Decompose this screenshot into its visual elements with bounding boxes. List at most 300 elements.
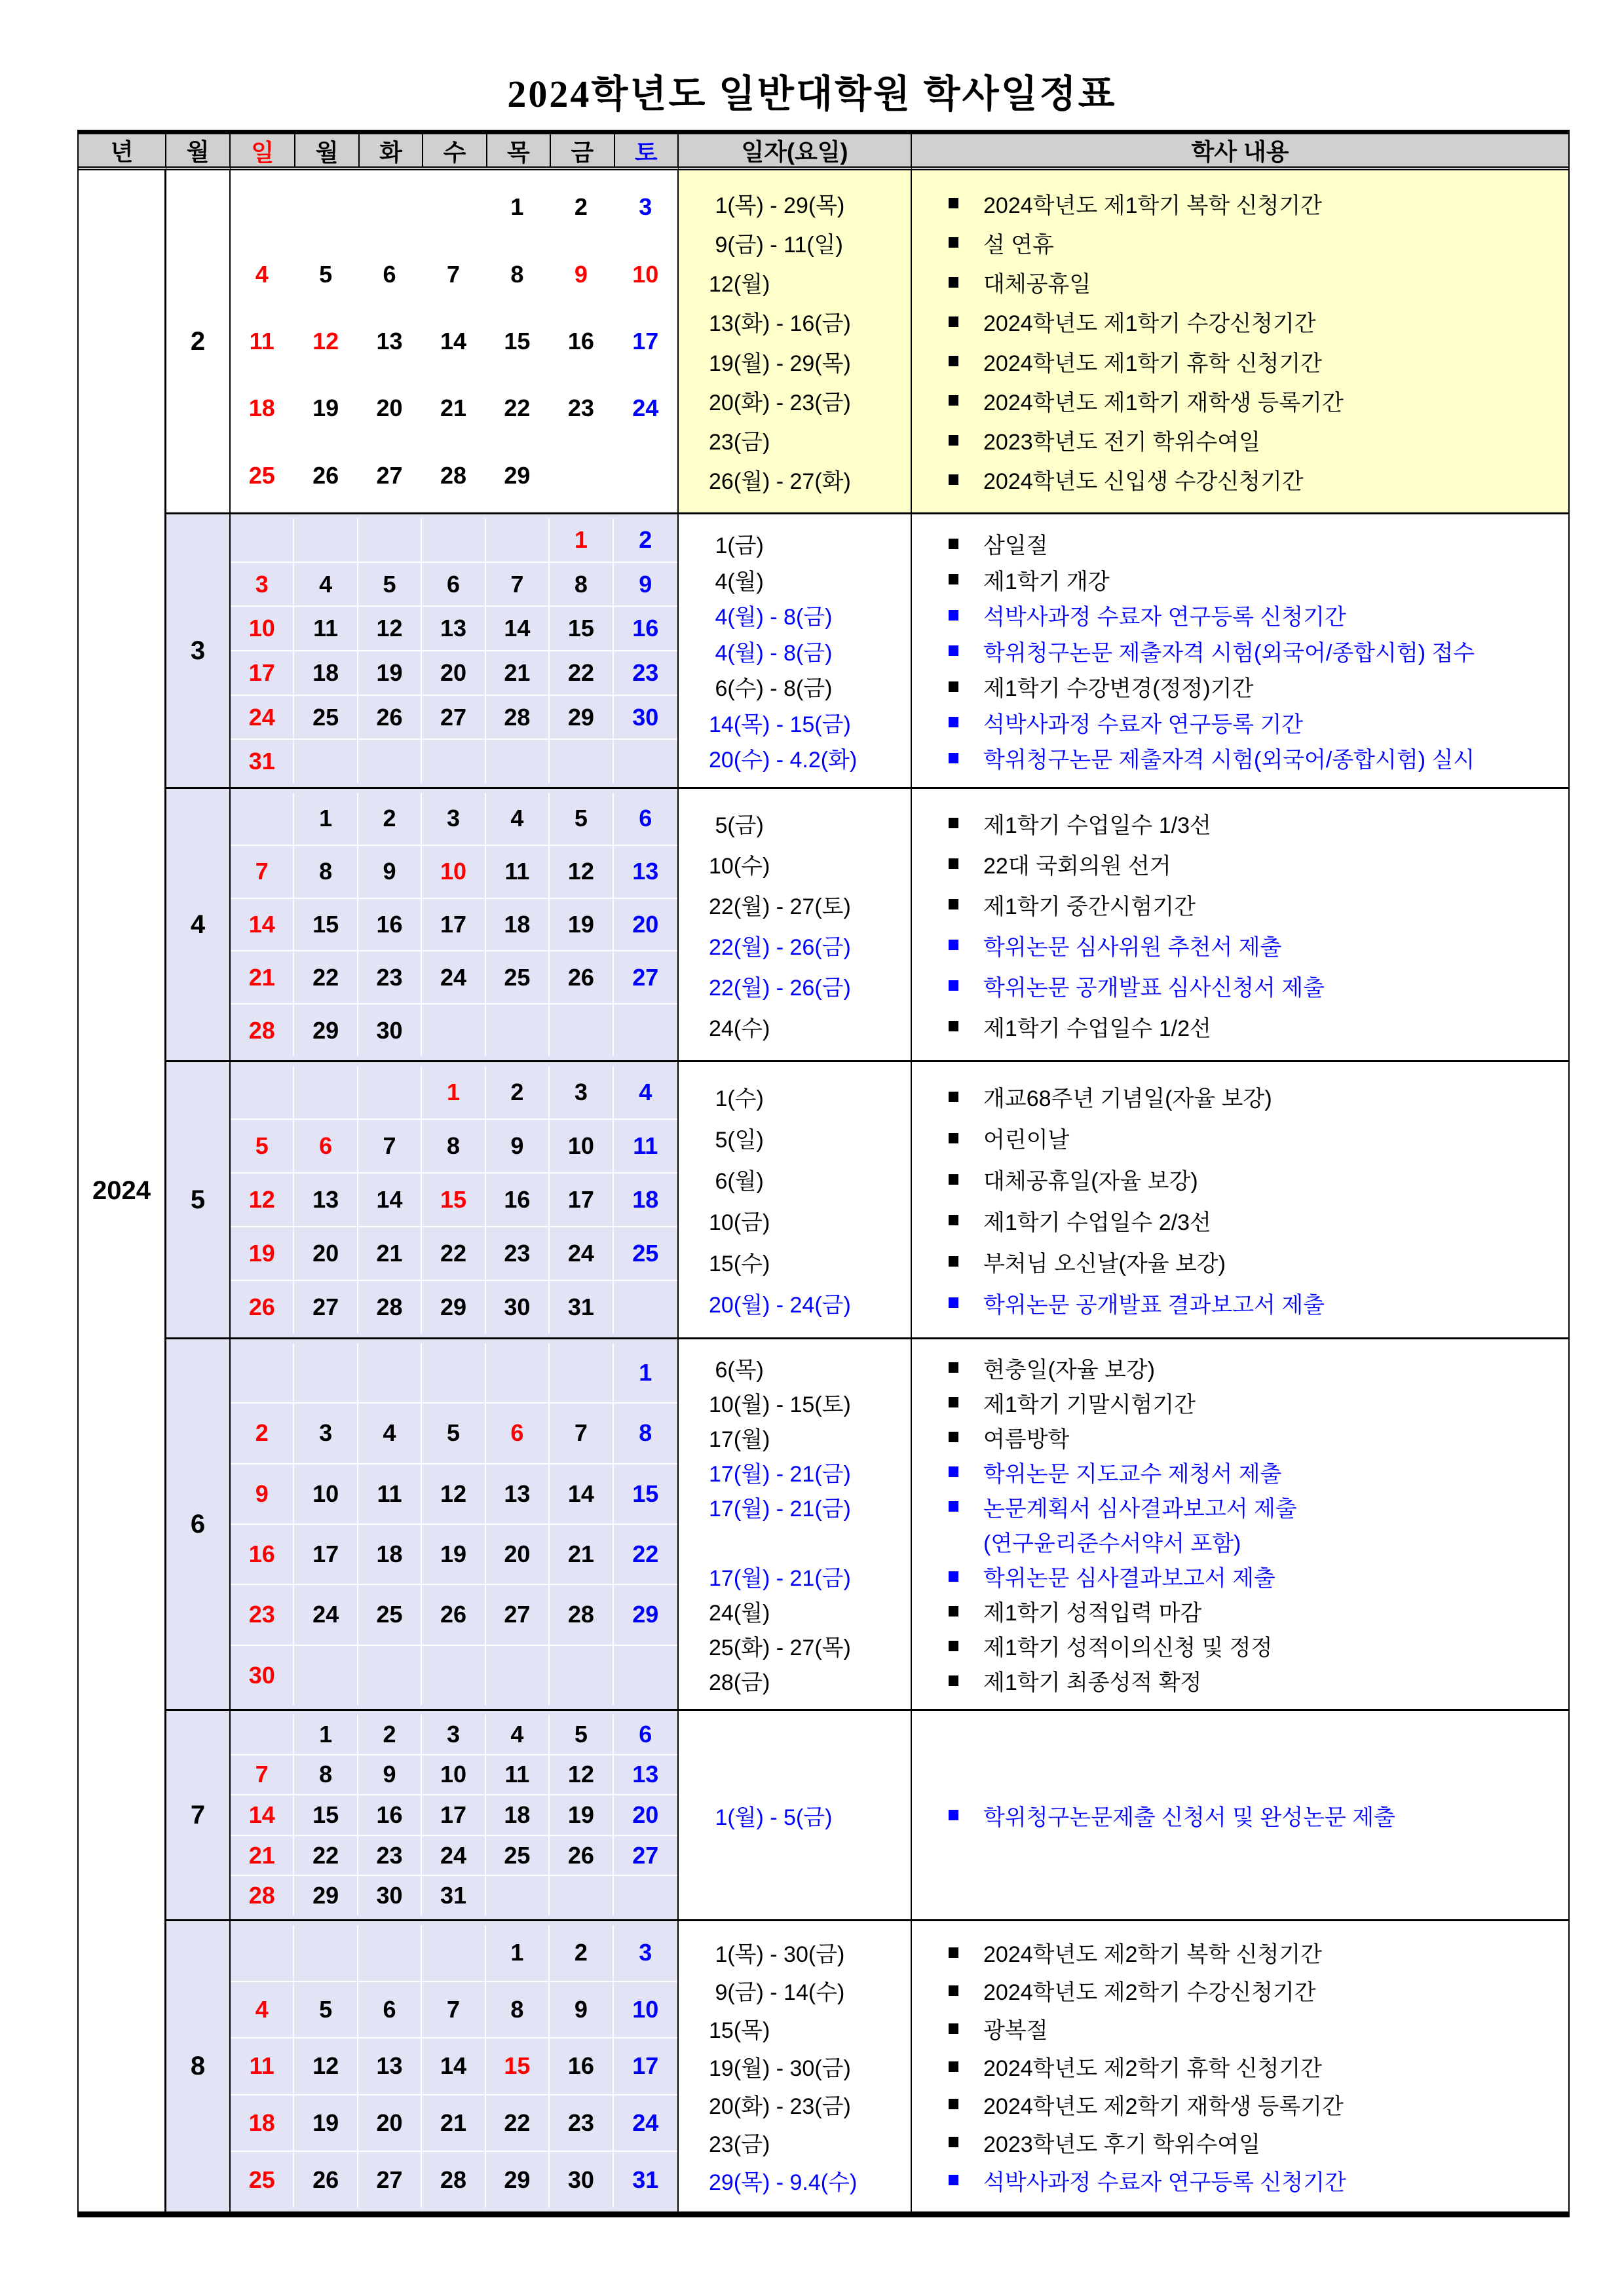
- calendar-day: 4: [231, 1982, 294, 2038]
- calendar-day: 18: [231, 375, 294, 441]
- calendar-day: 28: [231, 1004, 294, 1056]
- calendar-day: 6: [422, 563, 485, 606]
- event-date: 23(금): [709, 430, 770, 455]
- calendar-day: 1: [486, 174, 550, 240]
- calendar-day: 9: [358, 846, 422, 898]
- header-year: 년: [79, 134, 166, 170]
- event-date: 24(월): [709, 1601, 770, 1626]
- event-item: [949, 601, 1555, 630]
- calendar-day: 5: [422, 1404, 485, 1463]
- event-text: 2024학년도 제2학기 복학 신청기간: [983, 1942, 1323, 1968]
- event-item: [949, 228, 1555, 257]
- bullet-square-icon: [949, 474, 958, 485]
- month-cell: 2: [166, 170, 231, 512]
- calendar-day: 3: [294, 1404, 358, 1463]
- year-cell: [79, 170, 166, 2211]
- event-text: 2023학년도 후기 학위수여일: [983, 2132, 1260, 2157]
- event-date: 10(월) - 15(토): [709, 1392, 851, 1417]
- event-item: [949, 268, 1555, 297]
- calendar-day: 21: [358, 1227, 422, 1280]
- calendar-day: 5: [550, 793, 613, 845]
- month-dates: [679, 1337, 912, 1709]
- event-text: 학위논문 심사위원 추천서 제출: [983, 934, 1282, 960]
- calendar-empty: [358, 518, 422, 562]
- weekday-fri: 금: [550, 134, 613, 168]
- calendar-day: 3: [231, 563, 294, 606]
- calendar-day: 24: [632, 2109, 659, 2137]
- calendar-day: 15: [422, 1174, 485, 1226]
- calendar-empty: [550, 443, 613, 508]
- calendar-day: 14: [231, 899, 294, 951]
- bullet-square-icon: [949, 940, 958, 950]
- header-weekdays: [231, 134, 679, 170]
- calendar-day: 16: [231, 1525, 294, 1584]
- calendar-day: 25: [632, 1240, 659, 1267]
- event-text: 제1학기 수업일수 1/2선: [983, 1016, 1211, 1041]
- calendar-day: 8: [639, 1419, 652, 1447]
- calendar-empty: [422, 1646, 485, 1705]
- year-label: 2024: [92, 1176, 151, 1205]
- event-text: 제1학기 중간시험기간: [983, 894, 1196, 919]
- event-text: 학위논문 공개발표 심사신청서 제출: [983, 975, 1325, 1001]
- event-date: 1(월) - 5(금): [709, 1805, 833, 1830]
- calendar-empty: [231, 1066, 294, 1119]
- event-item: [949, 890, 1555, 919]
- event-date: 5(일): [709, 1128, 764, 1153]
- calendar-day: 15: [632, 1480, 659, 1507]
- calendar-week: [231, 309, 677, 375]
- event-item: [949, 1012, 1555, 1041]
- calendar-day: 16: [358, 1795, 422, 1835]
- calendar-week: [231, 1836, 677, 1877]
- calendar-day: 16: [550, 2038, 613, 2094]
- calendar-day: 14: [550, 1464, 613, 1523]
- calendar-day: 31: [550, 1281, 613, 1333]
- event-text: 논문계획서 심사결과보고서 제출: [983, 1496, 1297, 1521]
- calendar-day: 27: [358, 443, 422, 508]
- event-item: [949, 2052, 1555, 2081]
- calendar-day: 17: [294, 1525, 358, 1584]
- calendar-day: 10: [294, 1464, 358, 1523]
- event-item: [949, 189, 1555, 218]
- calendar-day: 16: [550, 309, 613, 374]
- calendar-day: 11: [358, 1464, 422, 1523]
- event-item: [949, 672, 1555, 701]
- calendar-empty: [550, 740, 613, 783]
- calendar-day: 23: [550, 375, 613, 441]
- calendar-day: 25: [294, 696, 358, 739]
- calendar-day: 4: [639, 1079, 652, 1105]
- event-item: [949, 971, 1555, 1000]
- month-dates: [679, 787, 912, 1060]
- calendar-day: 14: [422, 2038, 485, 2094]
- calendar-day: 17: [632, 328, 659, 355]
- event-date: 22(월) - 26(금): [709, 975, 851, 1001]
- calendar-day: 17: [231, 651, 294, 695]
- event-date: 22(월) - 26(금): [709, 934, 851, 960]
- calendar-week: [231, 1343, 677, 1404]
- calendar-empty: [358, 740, 422, 783]
- calendar-week: [231, 696, 677, 740]
- header-month: 월: [166, 134, 231, 170]
- calendar-week: [231, 1795, 677, 1836]
- bullet-square-icon: [949, 2175, 958, 2185]
- calendar-empty: [486, 1876, 550, 1915]
- calendar-day: 1: [294, 793, 358, 845]
- calendar-week: [231, 1585, 677, 1645]
- calendar-day: 13: [294, 1174, 358, 1226]
- calendar-day: 21: [422, 2095, 485, 2151]
- event-date: 12(월): [709, 272, 770, 297]
- calendar-day: 1: [294, 1715, 358, 1754]
- month-cell: 4: [166, 787, 231, 1060]
- calendar-day: 2: [231, 1404, 294, 1463]
- bullet-square-icon: [949, 2137, 958, 2147]
- calendar-day: 18: [486, 899, 550, 951]
- event-item: [949, 1562, 1555, 1591]
- event-text: 제1학기 최종성적 확정: [983, 1670, 1202, 1696]
- event-item: [949, 565, 1555, 594]
- event-date: 13(화) - 16(금): [709, 311, 851, 337]
- calendar-day: 9: [550, 1982, 613, 2038]
- event-date: 20(월) - 24(금): [709, 1292, 851, 1318]
- calendar-day: 13: [358, 309, 422, 374]
- calendar-empty: [231, 174, 294, 240]
- calendar-week: [231, 1120, 677, 1174]
- calendar-empty: [550, 1646, 613, 1705]
- calendar-day: 25: [486, 951, 550, 1003]
- event-text: 제1학기 성적이의신청 및 정정: [983, 1636, 1273, 1661]
- calendar-day: 26: [294, 443, 358, 508]
- calendar-day: 14: [358, 1174, 422, 1226]
- calendar-day: 12: [550, 1755, 613, 1795]
- calendar-day: 23: [231, 1585, 294, 1644]
- calendar-empty: [358, 1646, 422, 1705]
- calendar-day: 1: [550, 518, 613, 562]
- calendar-empty: [422, 740, 485, 783]
- event-item: [949, 307, 1555, 336]
- calendar-week: [231, 1404, 677, 1464]
- calendar-day: 28: [550, 1585, 613, 1644]
- bullet-square-icon: [949, 574, 958, 584]
- bullet-square-icon: [949, 1215, 958, 1225]
- event-text: 어린이날: [983, 1128, 1070, 1153]
- calendar-day: 22: [632, 1540, 659, 1568]
- calendar-empty: [614, 1004, 677, 1056]
- event-text: 2024학년도 제2학기 재학생 등록기간: [983, 2094, 1344, 2119]
- calendar-empty: [614, 443, 677, 508]
- calendar-week: [231, 607, 677, 651]
- event-date: 10(수): [709, 853, 770, 879]
- calendar-empty: [358, 174, 422, 240]
- bullet-square-icon: [949, 1133, 958, 1143]
- event-text: 제1학기 개강: [983, 569, 1110, 594]
- event-text: 제1학기 성적입력 마감: [983, 1601, 1202, 1626]
- calendar-week: [231, 1755, 677, 1796]
- calendar-day: 4: [486, 1715, 550, 1754]
- month-cell: 7: [166, 1709, 231, 1919]
- event-date: 4(월) - 8(금): [709, 605, 833, 630]
- bullet-square-icon: [949, 753, 958, 763]
- event-item: [949, 1976, 1555, 2005]
- calendar-empty: [550, 1343, 613, 1402]
- calendar-day: 19: [294, 2095, 358, 2151]
- calendar-empty: [550, 1004, 613, 1056]
- bullet-square-icon: [949, 2061, 958, 2072]
- bullet-square-icon: [949, 198, 958, 208]
- bullet-square-icon: [949, 610, 958, 621]
- event-item: [949, 1388, 1555, 1417]
- event-text: 대체공휴일: [983, 272, 1091, 297]
- calendar-week: [231, 651, 677, 696]
- calendar-day: 12: [294, 2038, 358, 2094]
- event-text: 학위청구논문제출 신청서 및 완성논문 제출: [983, 1805, 1395, 1830]
- event-text: 설 연휴: [983, 232, 1054, 258]
- calendar-day: 13: [632, 1761, 659, 1788]
- calendar-day: 1: [639, 1359, 652, 1387]
- event-date: 17(월) - 21(금): [709, 1496, 851, 1521]
- calendar-day: 16: [358, 899, 422, 951]
- calendar-day: 12: [422, 1464, 485, 1523]
- bullet-square-icon: [949, 1021, 958, 1031]
- calendar-day: 19: [550, 899, 613, 951]
- event-text: 여름방학: [983, 1426, 1070, 1452]
- calendar-day: 15: [550, 607, 613, 650]
- calendar-empty: [550, 1876, 613, 1915]
- calendar-day: 28: [422, 2152, 485, 2208]
- event-date: 22(월) - 27(토): [709, 894, 851, 919]
- event-text: 2024학년도 제1학기 복학 신청기간: [983, 193, 1323, 218]
- calendar-day: 27: [358, 2152, 422, 2208]
- calendar-week: [231, 1066, 677, 1120]
- event-text: 22대 국회의원 선거: [983, 853, 1171, 879]
- calendar-day: 30: [358, 1876, 422, 1915]
- calendar-day: 23: [486, 1227, 550, 1280]
- bullet-square-icon: [949, 316, 958, 327]
- calendar-day: 11: [633, 1132, 658, 1159]
- event-text: 2023학년도 전기 학위수여일: [983, 430, 1260, 455]
- bullet-square-icon: [949, 1432, 958, 1442]
- bullet-square-icon: [949, 1571, 958, 1582]
- calendar-week: [231, 375, 677, 442]
- month-dates: [679, 1919, 912, 2211]
- month-dates: [679, 170, 912, 512]
- calendar-day: 18: [231, 2095, 294, 2151]
- calendar-day: 12: [294, 309, 358, 374]
- event-text: 2024학년도 제1학기 수강신청기간: [983, 311, 1316, 337]
- event-text: 석박사과정 수료자 연구등록 기간: [983, 712, 1304, 737]
- calendar-empty: [422, 1343, 485, 1402]
- event-date: 26(월) - 27(화): [709, 469, 851, 495]
- calendar-week: [231, 1227, 677, 1281]
- calendar-day: 7: [358, 1120, 422, 1172]
- event-date: 17(월) - 21(금): [709, 1566, 851, 1592]
- calendar-day: 16: [632, 615, 659, 642]
- calendar-day: 28: [422, 443, 485, 508]
- calendar-day: 15: [294, 1795, 358, 1835]
- calendar-day: 7: [422, 1982, 485, 2038]
- calendar-empty: [614, 1876, 677, 1915]
- calendar-week: [231, 951, 677, 1004]
- calendar-day: 22: [294, 951, 358, 1003]
- event-date: 1(금): [709, 533, 764, 558]
- event-date: 29(목) - 9.4(수): [709, 2170, 858, 2195]
- calendar-day: 8: [486, 1982, 550, 2038]
- calendar-day: 11: [486, 1755, 550, 1795]
- calendar-day: 11: [231, 2038, 294, 2094]
- calendar-week: [231, 1174, 677, 1227]
- event-date: 15(수): [709, 1251, 770, 1276]
- calendar-day: 27: [422, 696, 485, 739]
- calendar-week: [231, 443, 677, 508]
- calendar-day: 27: [632, 1841, 659, 1869]
- calendar-day: 2: [550, 1925, 613, 1981]
- calendar-day: 10: [632, 260, 659, 288]
- bullet-square-icon: [949, 717, 958, 727]
- event-date: 14(목) - 15(금): [709, 712, 851, 737]
- event-text: 학위논문 심사결과보고서 제출: [983, 1566, 1275, 1592]
- calendar-day: 11: [486, 846, 550, 898]
- calendar-day: 26: [358, 696, 422, 739]
- calendar-empty: [422, 1004, 485, 1056]
- calendar-day: 18: [358, 1525, 422, 1584]
- calendar-empty: [486, 518, 550, 562]
- event-date: 25(화) - 27(목): [709, 1636, 851, 1661]
- month-events: [912, 1709, 1568, 1919]
- calendar-day: 12: [231, 1174, 294, 1226]
- month-calendar: [231, 1919, 679, 2211]
- calendar-day: 30: [550, 2152, 613, 2208]
- event-item: [949, 2090, 1555, 2118]
- bullet-square-icon: [949, 980, 958, 991]
- calendar-day: 3: [550, 1066, 613, 1119]
- calendar-week: [231, 2095, 677, 2152]
- bullet-square-icon: [949, 899, 958, 909]
- calendar-week: [231, 1982, 677, 2039]
- event-text: 2024학년도 제2학기 수강신청기간: [983, 1980, 1316, 2006]
- calendar-day: 23: [358, 1836, 422, 1875]
- bullet-square-icon: [949, 1501, 958, 1512]
- calendar-day: 28: [358, 1281, 422, 1333]
- event-item: [949, 1666, 1555, 1695]
- calendar-day: 5: [231, 1120, 294, 1172]
- month-calendar: [231, 170, 679, 512]
- calendar-day: 26: [422, 1585, 485, 1644]
- calendar-empty: [294, 1646, 358, 1705]
- weekday-tue: 화: [358, 134, 422, 168]
- calendar-day: 26: [231, 1281, 294, 1333]
- calendar-day: 8: [550, 563, 613, 606]
- calendar-empty: [358, 1343, 422, 1402]
- event-item: [949, 1938, 1555, 1967]
- calendar-day: 31: [632, 2166, 659, 2193]
- calendar-empty: [231, 1925, 294, 1981]
- calendar-day: 6: [294, 1120, 358, 1172]
- calendar-week: [231, 1715, 677, 1755]
- calendar-day: 14: [231, 1795, 294, 1835]
- event-date: 19(월) - 30(금): [709, 2056, 851, 2081]
- event-item: [949, 426, 1555, 455]
- calendar-day: 7: [486, 563, 550, 606]
- calendar-day: 12: [358, 607, 422, 650]
- event-date: 9(금) - 14(수): [709, 1980, 845, 2006]
- event-date: 20(수) - 4.2(화): [709, 748, 858, 773]
- calendar-day: 29: [486, 2152, 550, 2208]
- event-item: [949, 1492, 1555, 1521]
- calendar-day: 20: [358, 2095, 422, 2151]
- event-item: [949, 1206, 1555, 1234]
- bullet-square-icon: [949, 818, 958, 828]
- calendar-empty: [486, 1004, 550, 1056]
- event-item: [949, 1457, 1555, 1486]
- event-text: 학위청구논문 제출자격 시험(외국어/종합시험) 접수: [983, 640, 1475, 666]
- calendar-day: 25: [231, 2152, 294, 2208]
- calendar-week: [231, 1646, 677, 1705]
- calendar-empty: [486, 740, 550, 783]
- calendar-week: [231, 2152, 677, 2208]
- month-cell: 3: [166, 512, 231, 787]
- month-events: [912, 1337, 1568, 1709]
- calendar-day: 5: [294, 241, 358, 307]
- bullet-square-icon: [949, 435, 958, 446]
- bullet-square-icon: [949, 1810, 958, 1820]
- calendar-day: 2: [550, 174, 613, 240]
- bullet-square-icon: [949, 2023, 958, 2034]
- calendar-day: 25: [358, 1585, 422, 1644]
- weekday-thu: 목: [486, 134, 550, 168]
- calendar-day: 24: [422, 1836, 485, 1875]
- event-item: [949, 529, 1555, 558]
- calendar-empty: [231, 793, 294, 845]
- event-date: 17(월) - 21(금): [709, 1461, 851, 1487]
- calendar-day: 2: [639, 526, 652, 553]
- calendar-day: 24: [550, 1227, 613, 1280]
- calendar-week: [231, 1004, 677, 1056]
- event-item: [949, 1165, 1555, 1194]
- bullet-square-icon: [949, 1985, 958, 1996]
- calendar-day: 23: [550, 2095, 613, 2151]
- calendar-day: 21: [550, 1525, 613, 1584]
- month-cell: 8: [166, 1919, 231, 2211]
- calendar-day: 4: [486, 793, 550, 845]
- weekday-mon: 월: [294, 134, 358, 168]
- calendar-day: 8: [422, 1120, 485, 1172]
- calendar-day: 1: [422, 1066, 485, 1119]
- calendar-day: 22: [486, 2095, 550, 2151]
- bullet-square-icon: [949, 1641, 958, 1651]
- event-item: [949, 930, 1555, 959]
- event-text: 학위청구논문 제출자격 시험(외국어/종합시험) 실시: [983, 748, 1475, 773]
- calendar-week: [231, 1876, 677, 1915]
- calendar-day: 29: [294, 1004, 358, 1056]
- calendar-day: 25: [486, 1836, 550, 1875]
- event-text: 2024학년도 제1학기 재학생 등록기간: [983, 390, 1344, 415]
- event-text: 제1학기 수강변경(정정)기간: [983, 676, 1254, 701]
- calendar-day: 19: [422, 1525, 485, 1584]
- calendar-empty: [231, 518, 294, 562]
- event-item: [949, 744, 1555, 773]
- calendar-empty: [231, 1343, 294, 1402]
- event-text: 현충일(자율 보강): [983, 1357, 1155, 1383]
- calendar-week: [231, 2038, 677, 2095]
- calendar-week: [231, 1525, 677, 1585]
- calendar-day: 12: [550, 846, 613, 898]
- bullet-square-icon: [949, 1397, 958, 1407]
- calendar-day: 2: [486, 1066, 550, 1119]
- calendar-day: 31: [422, 1876, 485, 1915]
- calendar-day: 13: [486, 1464, 550, 1523]
- calendar-week: [231, 174, 677, 241]
